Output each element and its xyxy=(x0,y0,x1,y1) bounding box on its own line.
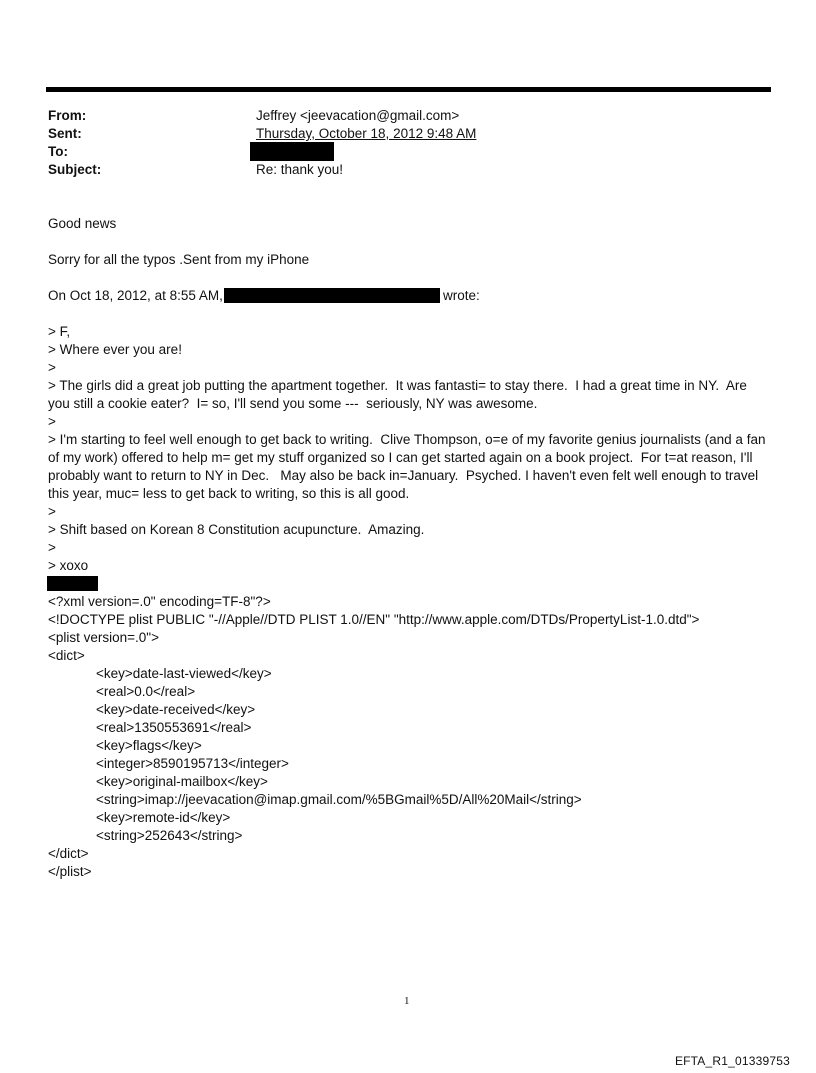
on-date-prefix: On Oct 18, 2012, at 8:55 AM, xyxy=(48,288,223,303)
body-line-good-news: Good news xyxy=(48,216,117,231)
to-label: To: xyxy=(48,144,68,159)
quoted-line: > The girls did a great job putting the apartment together. It was fantasti= to stay there. I had a great time in NY. Are xyxy=(48,378,747,393)
quoted-line: > F, xyxy=(48,324,71,339)
subject-value: Re: thank you! xyxy=(256,162,344,177)
plist-entry: <key>remote-id</key> xyxy=(96,810,231,825)
plist-entry: <integer>8590195713</integer> xyxy=(96,756,289,771)
quoted-line: > xyxy=(48,504,56,519)
signature-redaction xyxy=(47,576,98,591)
quoted-line: probably want to return to NY in Dec. May also be back in=January. Psyched. I haven't even felt well enough to travel xyxy=(48,468,759,483)
quoted-line: > Where ever you are! xyxy=(48,342,182,357)
quoted-line: > xyxy=(48,540,56,555)
from-value: Jeffrey <jeevacation@gmail.com> xyxy=(256,108,460,123)
plist-entry: <string>252643</string> xyxy=(96,828,243,843)
plist-close-tag: </plist> xyxy=(48,864,92,879)
page-number: 1 xyxy=(404,995,410,1007)
to-redaction xyxy=(250,142,334,161)
plist-entry: <key>date-received</key> xyxy=(96,702,256,717)
plist-entry: <key>original-mailbox</key> xyxy=(96,774,268,789)
dict-close-tag: </dict> xyxy=(48,846,89,861)
plist-xml-declaration: <?xml version=.0" encoding=TF-8"?> xyxy=(48,594,271,609)
quoted-line: of my work) offered to help m= get my stuff organized so I can get started again on a book project. For t=at reason, I'll xyxy=(48,450,753,465)
plist-entry: <key>flags</key> xyxy=(96,738,202,753)
sent-label: Sent: xyxy=(48,126,82,141)
plist-entry: <real>0.0</real> xyxy=(96,684,196,699)
quoted-line: you still a cookie eater? I= so, I'll send you some --- seriously, NY was awesome. xyxy=(48,396,538,411)
quoted-line: > I'm starting to feel well enough to get back to writing. Clive Thompson, o=e of my favorite genius journalists (and a fan xyxy=(48,432,766,447)
quoted-line: this year, muc= less to get back to writing, so this is all good. xyxy=(48,486,410,501)
plist-entry: <real>1350553691</real> xyxy=(96,720,252,735)
header-rule xyxy=(46,87,771,92)
on-date-suffix: wrote: xyxy=(443,288,480,303)
from-label: From: xyxy=(48,108,87,123)
quoted-line: > xoxo xyxy=(48,558,89,573)
subject-label: Subject: xyxy=(48,162,102,177)
plist-entry: <string>imap://jeevacation@imap.gmail.com/%5BGmail%5D/All%20Mail</string> xyxy=(96,792,582,807)
quoted-line: > xyxy=(48,360,56,375)
plist-open-tag: <plist version=.0"> xyxy=(48,630,159,645)
sender-redaction xyxy=(224,288,440,303)
quoted-line: > xyxy=(48,414,56,429)
dict-open-tag: <dict> xyxy=(48,648,85,663)
plist-entry: <key>date-last-viewed</key> xyxy=(96,666,272,681)
body-line-typos: Sorry for all the typos .Sent from my iPhone xyxy=(48,252,310,267)
sent-value: Thursday, October 18, 2012 9:48 AM xyxy=(256,126,477,141)
document-id: EFTA_R1_01339753 xyxy=(674,1054,790,1068)
plist-doctype: <!DOCTYPE plist PUBLIC "-//Apple//DTD PLIST 1.0//EN" "http://www.apple.com/DTDs/PropertyList-1.0.dtd"> xyxy=(48,612,700,627)
quoted-line: > Shift based on Korean 8 Constitution acupuncture. Amazing. xyxy=(48,522,425,537)
